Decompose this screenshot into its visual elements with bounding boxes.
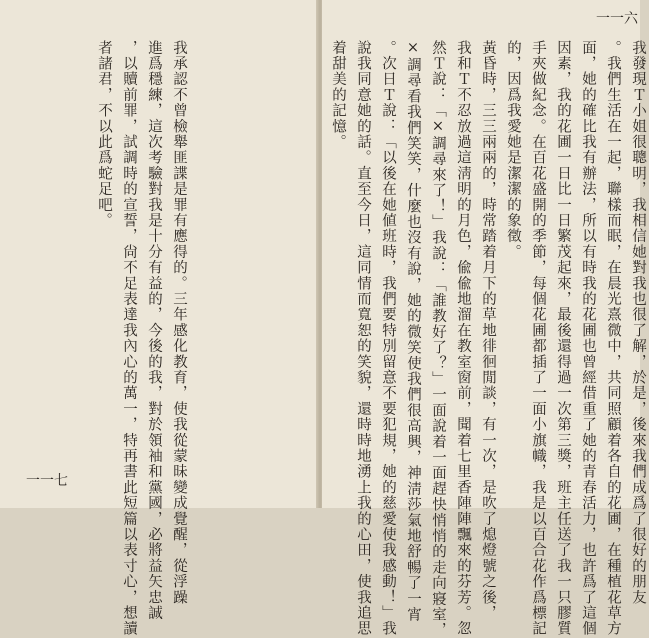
right-page-column: 我發現Ｔ小姐很聰明，我相信她對我也很了解，於是，後來我們成爲了很好的朋友 <box>630 40 646 606</box>
left-page-text <box>92 40 190 637</box>
right-page-column: 。我們生活在一起，聯樣而眠，在晨光熹微中，共同照顧着各自的花圃，在種植花草方 <box>605 40 621 637</box>
left-page-column: 者諸君，不以此爲蛇足吧。 <box>96 40 112 229</box>
right-page-column: ×調尋看我們笑笑，什麼也沒有說，她的微笑使我們很高興，神淸莎氣地舒暢了一宵 <box>405 40 421 623</box>
left-page-column: 我承認不曾檢舉匪諜是罪有應得的。三年感化教育，使我從蒙昧變成覺醒，從浮躁 <box>171 40 187 606</box>
right-page-column: 。次日Ｔ說：「以後在她値班時，我們要特別留意不要犯規，她的慈愛使我感動！」我 <box>380 40 396 637</box>
left-page-number: 一一七 <box>26 473 68 489</box>
right-page-column: 說我同意她的話。直至今日，這同情而寬恕的笑貌，還時時地湧上我的心田，使我追思 <box>355 40 371 637</box>
right-page-column: 因素，我的花圃一日比一日繁茂起來，最後還得過一次第三獎，班主任送了我一只膠質 <box>555 40 571 637</box>
left-page <box>0 0 318 637</box>
right-page-column: 我和Ｔ不忍放過這淸明的月色，偸偸地溜在教室窗前，聞着七里香陣陣飄來的芬芳。忽 <box>455 40 471 637</box>
left-page-column: ，以贖前罪，試調時的宣誓，尙不足表達我內心的萬一，特再書此短篇以表寸心，想讀 <box>121 40 137 637</box>
right-page-text <box>326 40 649 638</box>
left-page-column: 進爲穩練，這次考驗對我是十分有益的，今後的我，對於領袖和黨國，必將益矢忠誠 <box>146 40 162 621</box>
right-page-column: 黃昏時，三三兩兩的，時常踏着月下的草地徘徊閒談，有一次，是吹了熄燈號之後， <box>480 40 496 621</box>
right-page-column: 面，她的確比我有辦法，所以有時我的花圃也曾經借重了她的青春活力，也許爲了這個 <box>580 40 596 637</box>
right-page <box>322 0 646 638</box>
right-page-column: 着甜美的記憶。 <box>330 40 346 150</box>
right-page-column: 然Ｔ說：「×調尋來了！」我說：「誰教好了？」一面說着一面趕快悄悄的走向寢室， <box>430 40 446 638</box>
right-page-column: 手夾做紀念。在百花盛開的季節，每個花圃都插了一面小旗幟，我是以百合花作爲標記 <box>530 40 546 637</box>
right-page-number: 一一六 <box>596 11 638 27</box>
right-page-column: 的，因爲我愛她是潔潔的象徵。 <box>505 40 521 260</box>
